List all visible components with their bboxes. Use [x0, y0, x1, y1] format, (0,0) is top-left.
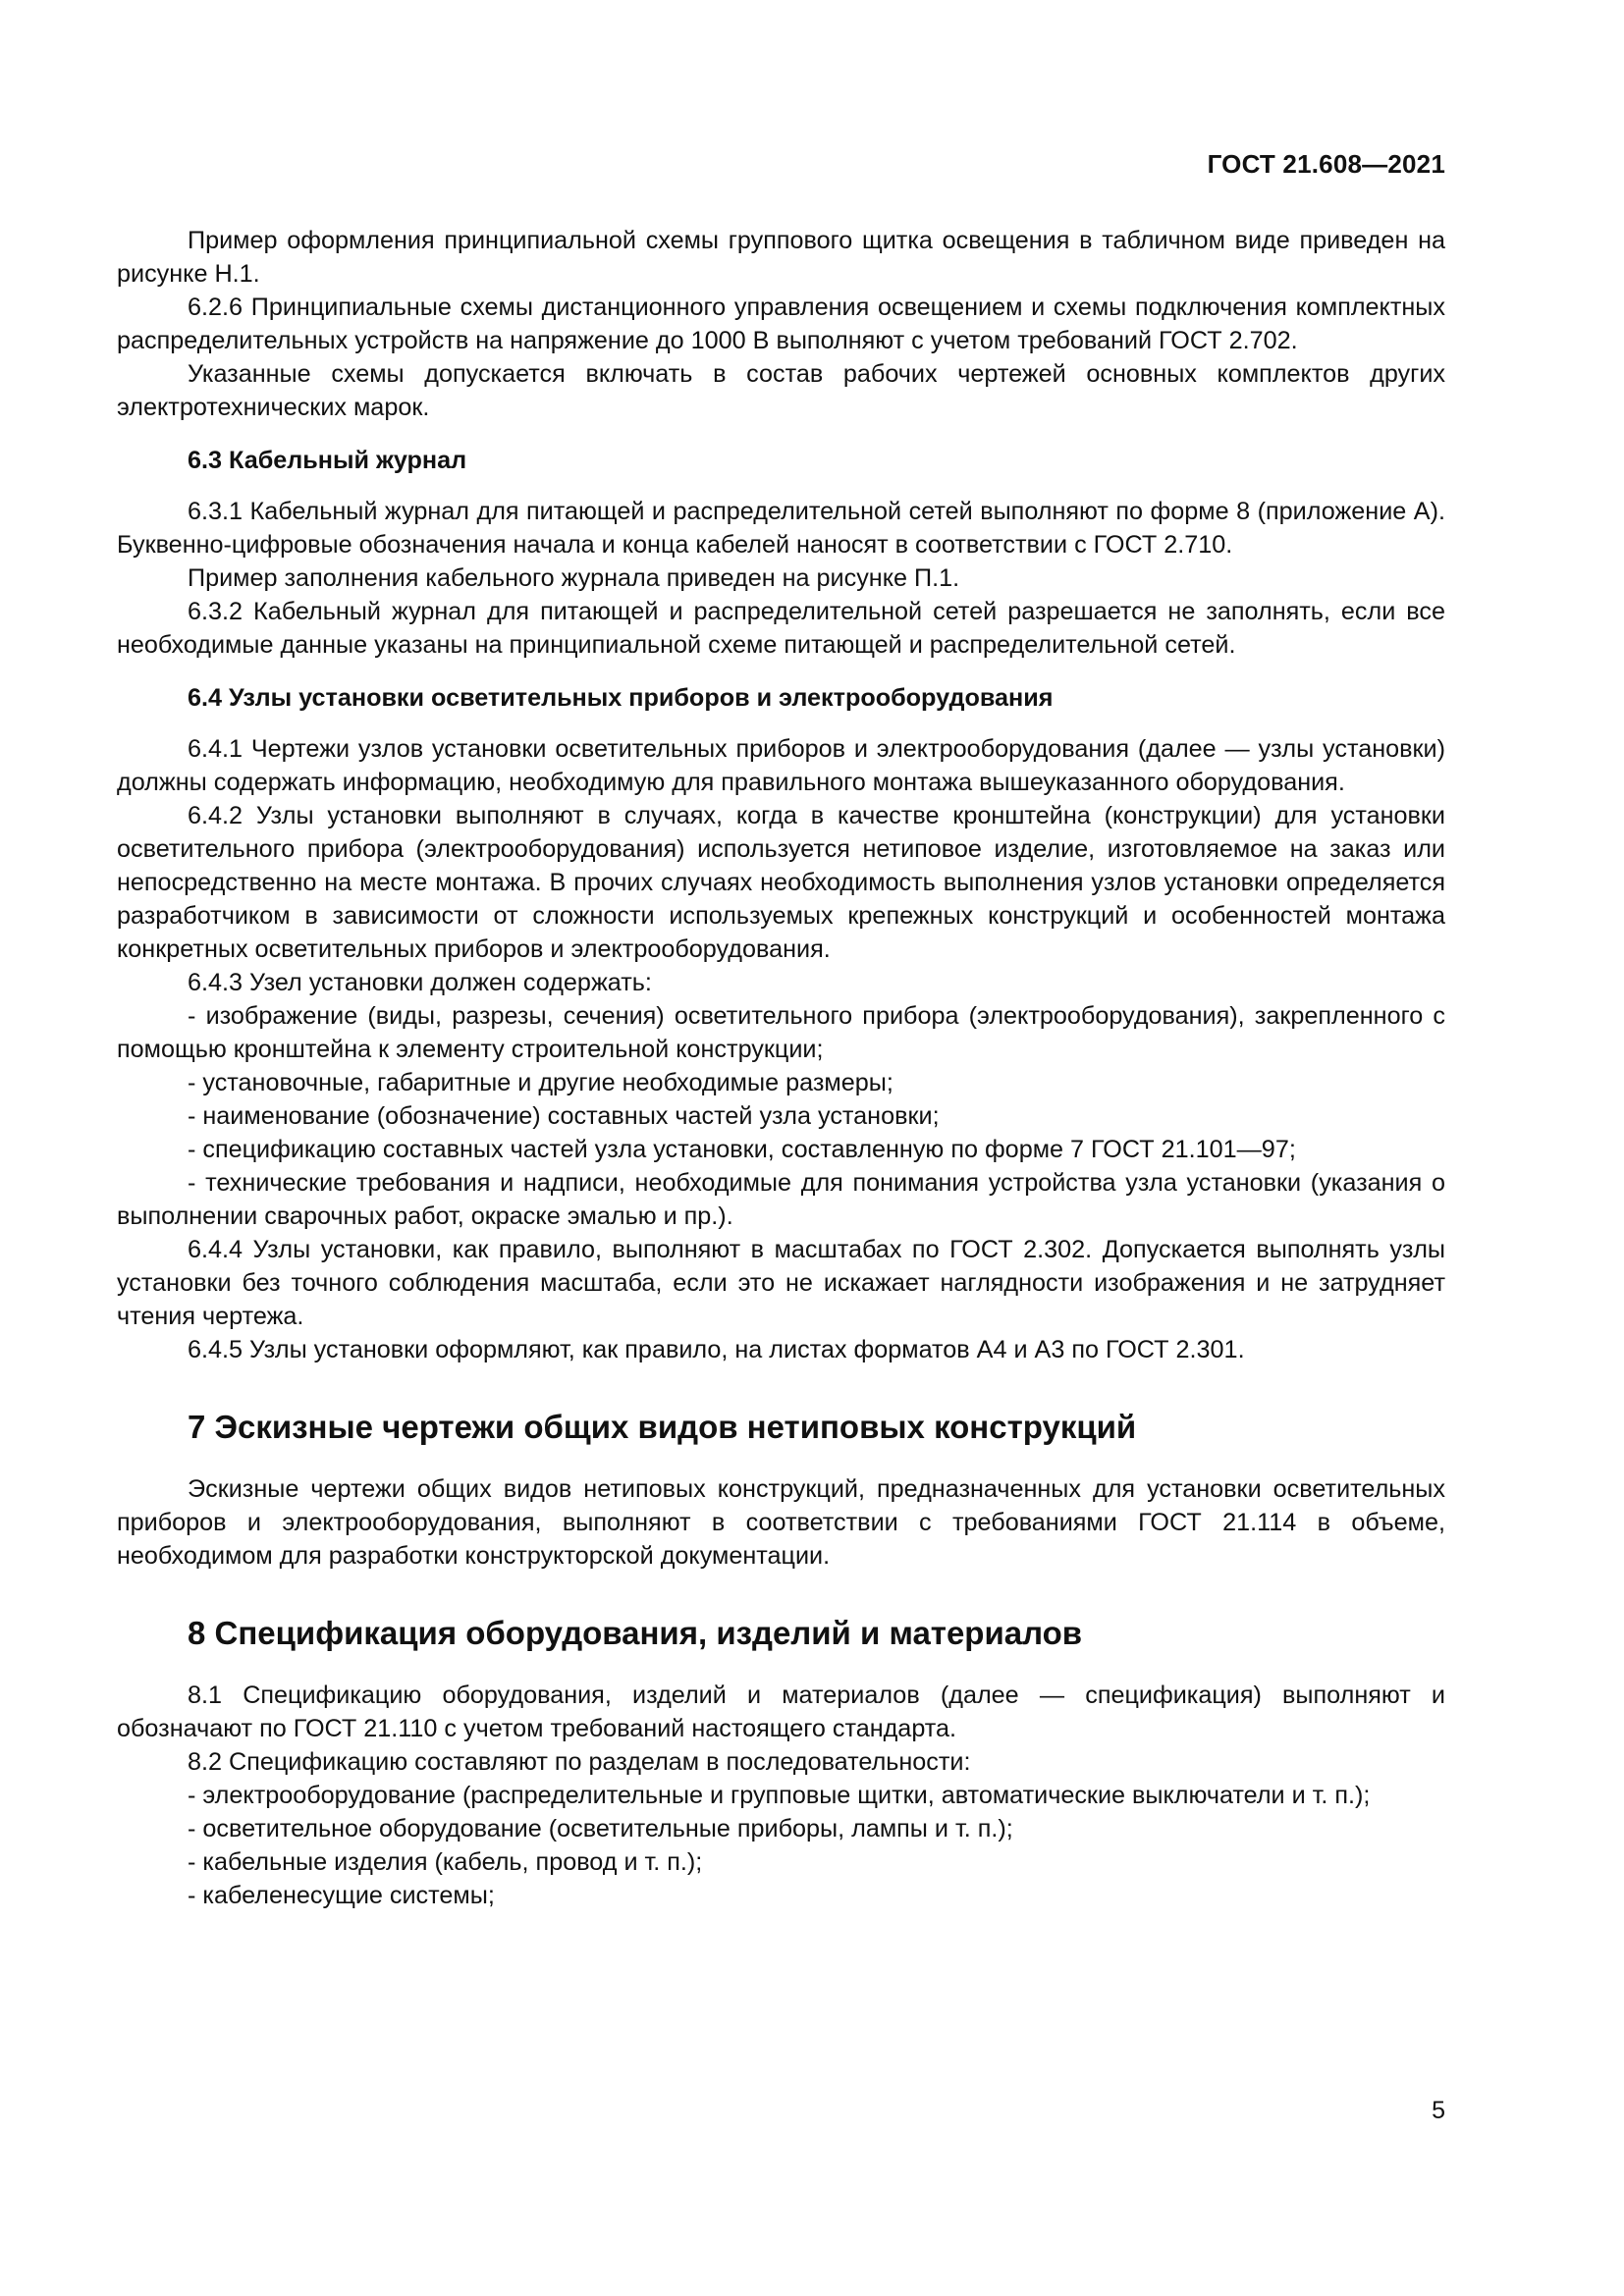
- list-item: - технические требования и надписи, необходимые для понимания устройства узла установки (указания о выполнении сварочных работ, окраске эмалью и пр.).: [117, 1169, 1445, 1230]
- section-heading-8: 8 Спецификация оборудования, изделий и материалов: [188, 1615, 1083, 1651]
- paragraph: Пример оформления принципиальной схемы группового щитка освещения в табличном виде приведен на рисунке Н.1.: [117, 227, 1445, 288]
- list-item: - установочные, габаритные и другие необходимые размеры;: [188, 1069, 893, 1096]
- page-number: 5: [1432, 2097, 1445, 2124]
- paragraph: Указанные схемы допускается включать в состав рабочих чертежей основных комплектов других электротехнических марок.: [117, 360, 1445, 421]
- paragraph: 8.2 Спецификацию составляют по разделам в последовательности:: [188, 1748, 971, 1776]
- list-item: - кабельные изделия (кабель, провод и т. п.);: [188, 1848, 703, 1876]
- paragraph: 8.1 Спецификацию оборудования, изделий и материалов (далее — спецификация) выполняют и обозначают по ГОСТ 21.110 с учетом требований настоящего стандарта.: [117, 1682, 1445, 1742]
- list-item: - наименование (обозначение) составных частей узла установки;: [188, 1102, 940, 1130]
- paragraph: 6.2.6 Принципиальные схемы дистанционного управления освещением и схемы подключения комплектных распределительных устройств на напряжение до 1000 В выполняют с учетом требований ГОСТ 2.702.: [117, 294, 1445, 354]
- paragraph: 6.4.2 Узлы установки выполняют в случаях, когда в качестве кронштейна (конструкции) для установки осветительного прибора (электрооборудования) используется нетиповое изделие, изготовляемое на заказ или непосредственно на месте монтажа. В прочих случаях необходимость выполнения узлов установки определяется разработчиком в зависимости от сложности используемых крепежных конструкций и особенностей монтажа конкретных осветительных приборов и электрооборудования.: [117, 802, 1445, 963]
- list-item: - кабеленесущие системы;: [188, 1882, 495, 1909]
- document-body: [117, 224, 1445, 1912]
- paragraph: 6.4.3 Узел установки должен содержать:: [188, 969, 652, 996]
- paragraph: Пример заполнения кабельного журнала приведен на рисунке П.1.: [188, 564, 960, 592]
- list-item: - спецификацию составных частей узла установки, составленную по форме 7 ГОСТ 21.101—97;: [188, 1136, 1296, 1163]
- list-item: - изображение (виды, разрезы, сечения) осветительного прибора (электрооборудования), закрепленного с помощью кронштейна к элементу строительной конструкции;: [117, 1002, 1445, 1063]
- paragraph: 6.3.1 Кабельный журнал для питающей и распределительной сетей выполняют по форме 8 (приложение А). Буквенно-цифровые обозначения начала и конца кабелей наносят в соответствии с ГОСТ 2.710.: [117, 498, 1445, 559]
- list-item: - электрооборудование (распределительные и групповые щитки, автоматические выключатели и т. п.);: [188, 1782, 1371, 1809]
- paragraph: Эскизные чертежи общих видов нетиповых конструкций, предназначенных для установки осветительных приборов и электрооборудования, выполняют в соответствии с требованиями ГОСТ 21.114 в объеме, необходимом для разработки конструкторской документации.: [117, 1475, 1445, 1570]
- section-heading-6-4: 6.4 Узлы установки осветительных приборов и электрооборудования: [188, 684, 1054, 712]
- paragraph: 6.3.2 Кабельный журнал для питающей и распределительной сетей разрешается не заполнять, если все необходимые данные указаны на принципиальной схеме питающей и распределительной сетей.: [117, 598, 1445, 659]
- list-item: - осветительное оборудование (осветительные приборы, лампы и т. п.);: [188, 1815, 1013, 1842]
- paragraph: 6.4.5 Узлы установки оформляют, как правило, на листах форматов А4 и А3 по ГОСТ 2.301.: [188, 1336, 1245, 1363]
- paragraph: 6.4.1 Чертежи узлов установки осветительных приборов и электрооборудования (далее — узлы установки) должны содержать информацию, необходимую для правильного монтажа вышеуказанного оборудования.: [117, 735, 1445, 796]
- paragraph: 6.4.4 Узлы установки, как правило, выполняют в масштабах по ГОСТ 2.302. Допускается выполнять узлы установки без точного соблюдения масштаба, если это не искажает наглядности изображения и не затрудняет чтения чертежа.: [117, 1236, 1445, 1330]
- section-heading-7: 7 Эскизные чертежи общих видов нетиповых конструкций: [188, 1409, 1137, 1445]
- section-heading-6-3: 6.3 Кабельный журнал: [188, 447, 467, 474]
- document-code: ГОСТ 21.608—2021: [1207, 149, 1445, 179]
